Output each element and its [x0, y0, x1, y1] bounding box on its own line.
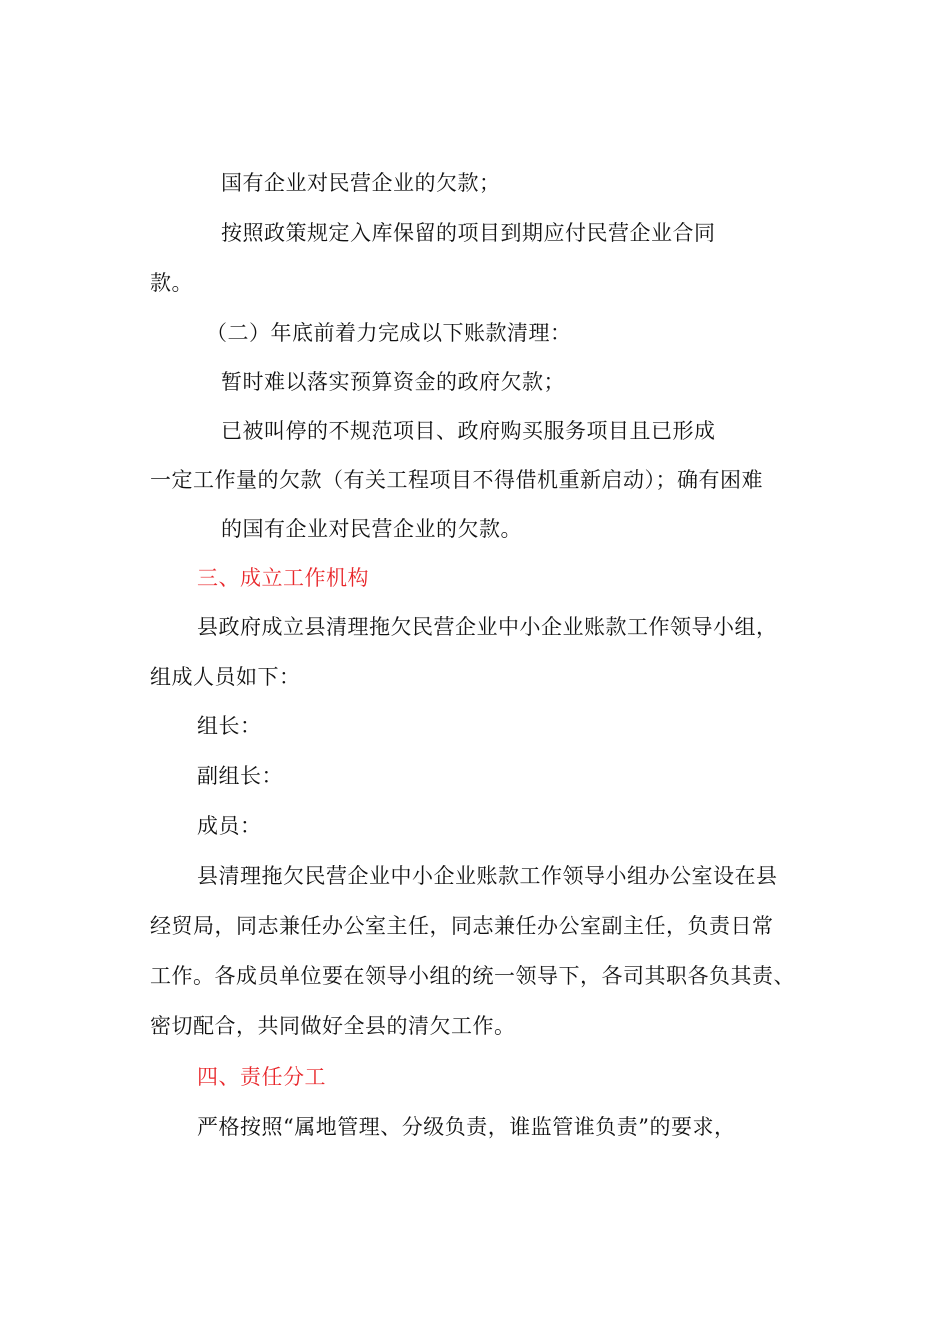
paragraph-line: 县清理拖欠民营企业中小企业账款工作领导小组办公室设在县: [197, 864, 778, 888]
paragraph-line: 县政府成立县清理拖欠民营企业中小企业账款工作领导小组，: [197, 615, 778, 639]
subsection-heading: （二）年底前着力完成以下账款清理：: [206, 321, 572, 345]
paragraph-line: 已被叫停的不规范项目、政府购买服务项目且已形成: [221, 419, 716, 443]
section-heading-four: 四、责任分工: [197, 1065, 326, 1089]
deputy-leader-label: 副组长：: [197, 764, 283, 788]
section-heading-three: 三、成立工作机构: [197, 566, 369, 590]
paragraph-line: 一定工作量的欠款（有关工程项目不得借机重新启动）；确有困难: [150, 468, 763, 492]
paragraph-line: 组成人员如下：: [150, 665, 301, 689]
paragraph-line: 密切配合，共同做好全县的清欠工作。: [150, 1014, 516, 1038]
paragraph-line: 的国有企业对民营企业的欠款。: [221, 517, 522, 541]
members-label: 成员：: [197, 814, 262, 838]
paragraph-line: 经贸局，同志兼任办公室主任，同志兼任办公室副主任，负责日常: [150, 914, 774, 938]
paragraph-line: 国有企业对民营企业的欠款；: [221, 171, 501, 195]
leader-label: 组长：: [197, 714, 262, 738]
paragraph-line: 暂时难以落实预算资金的政府欠款；: [221, 370, 565, 394]
paragraph-line: 按照政策规定入库保留的项目到期应付民营企业合同: [221, 221, 716, 245]
paragraph-line: 工作。各成员单位要在领导小组的统一领导下，各司其职各负其责、: [150, 964, 795, 988]
paragraph-line: 严格按照“属地管理、分级负责，谁监管谁负责”的要求，: [197, 1115, 736, 1139]
paragraph-line: 款。: [150, 271, 193, 295]
